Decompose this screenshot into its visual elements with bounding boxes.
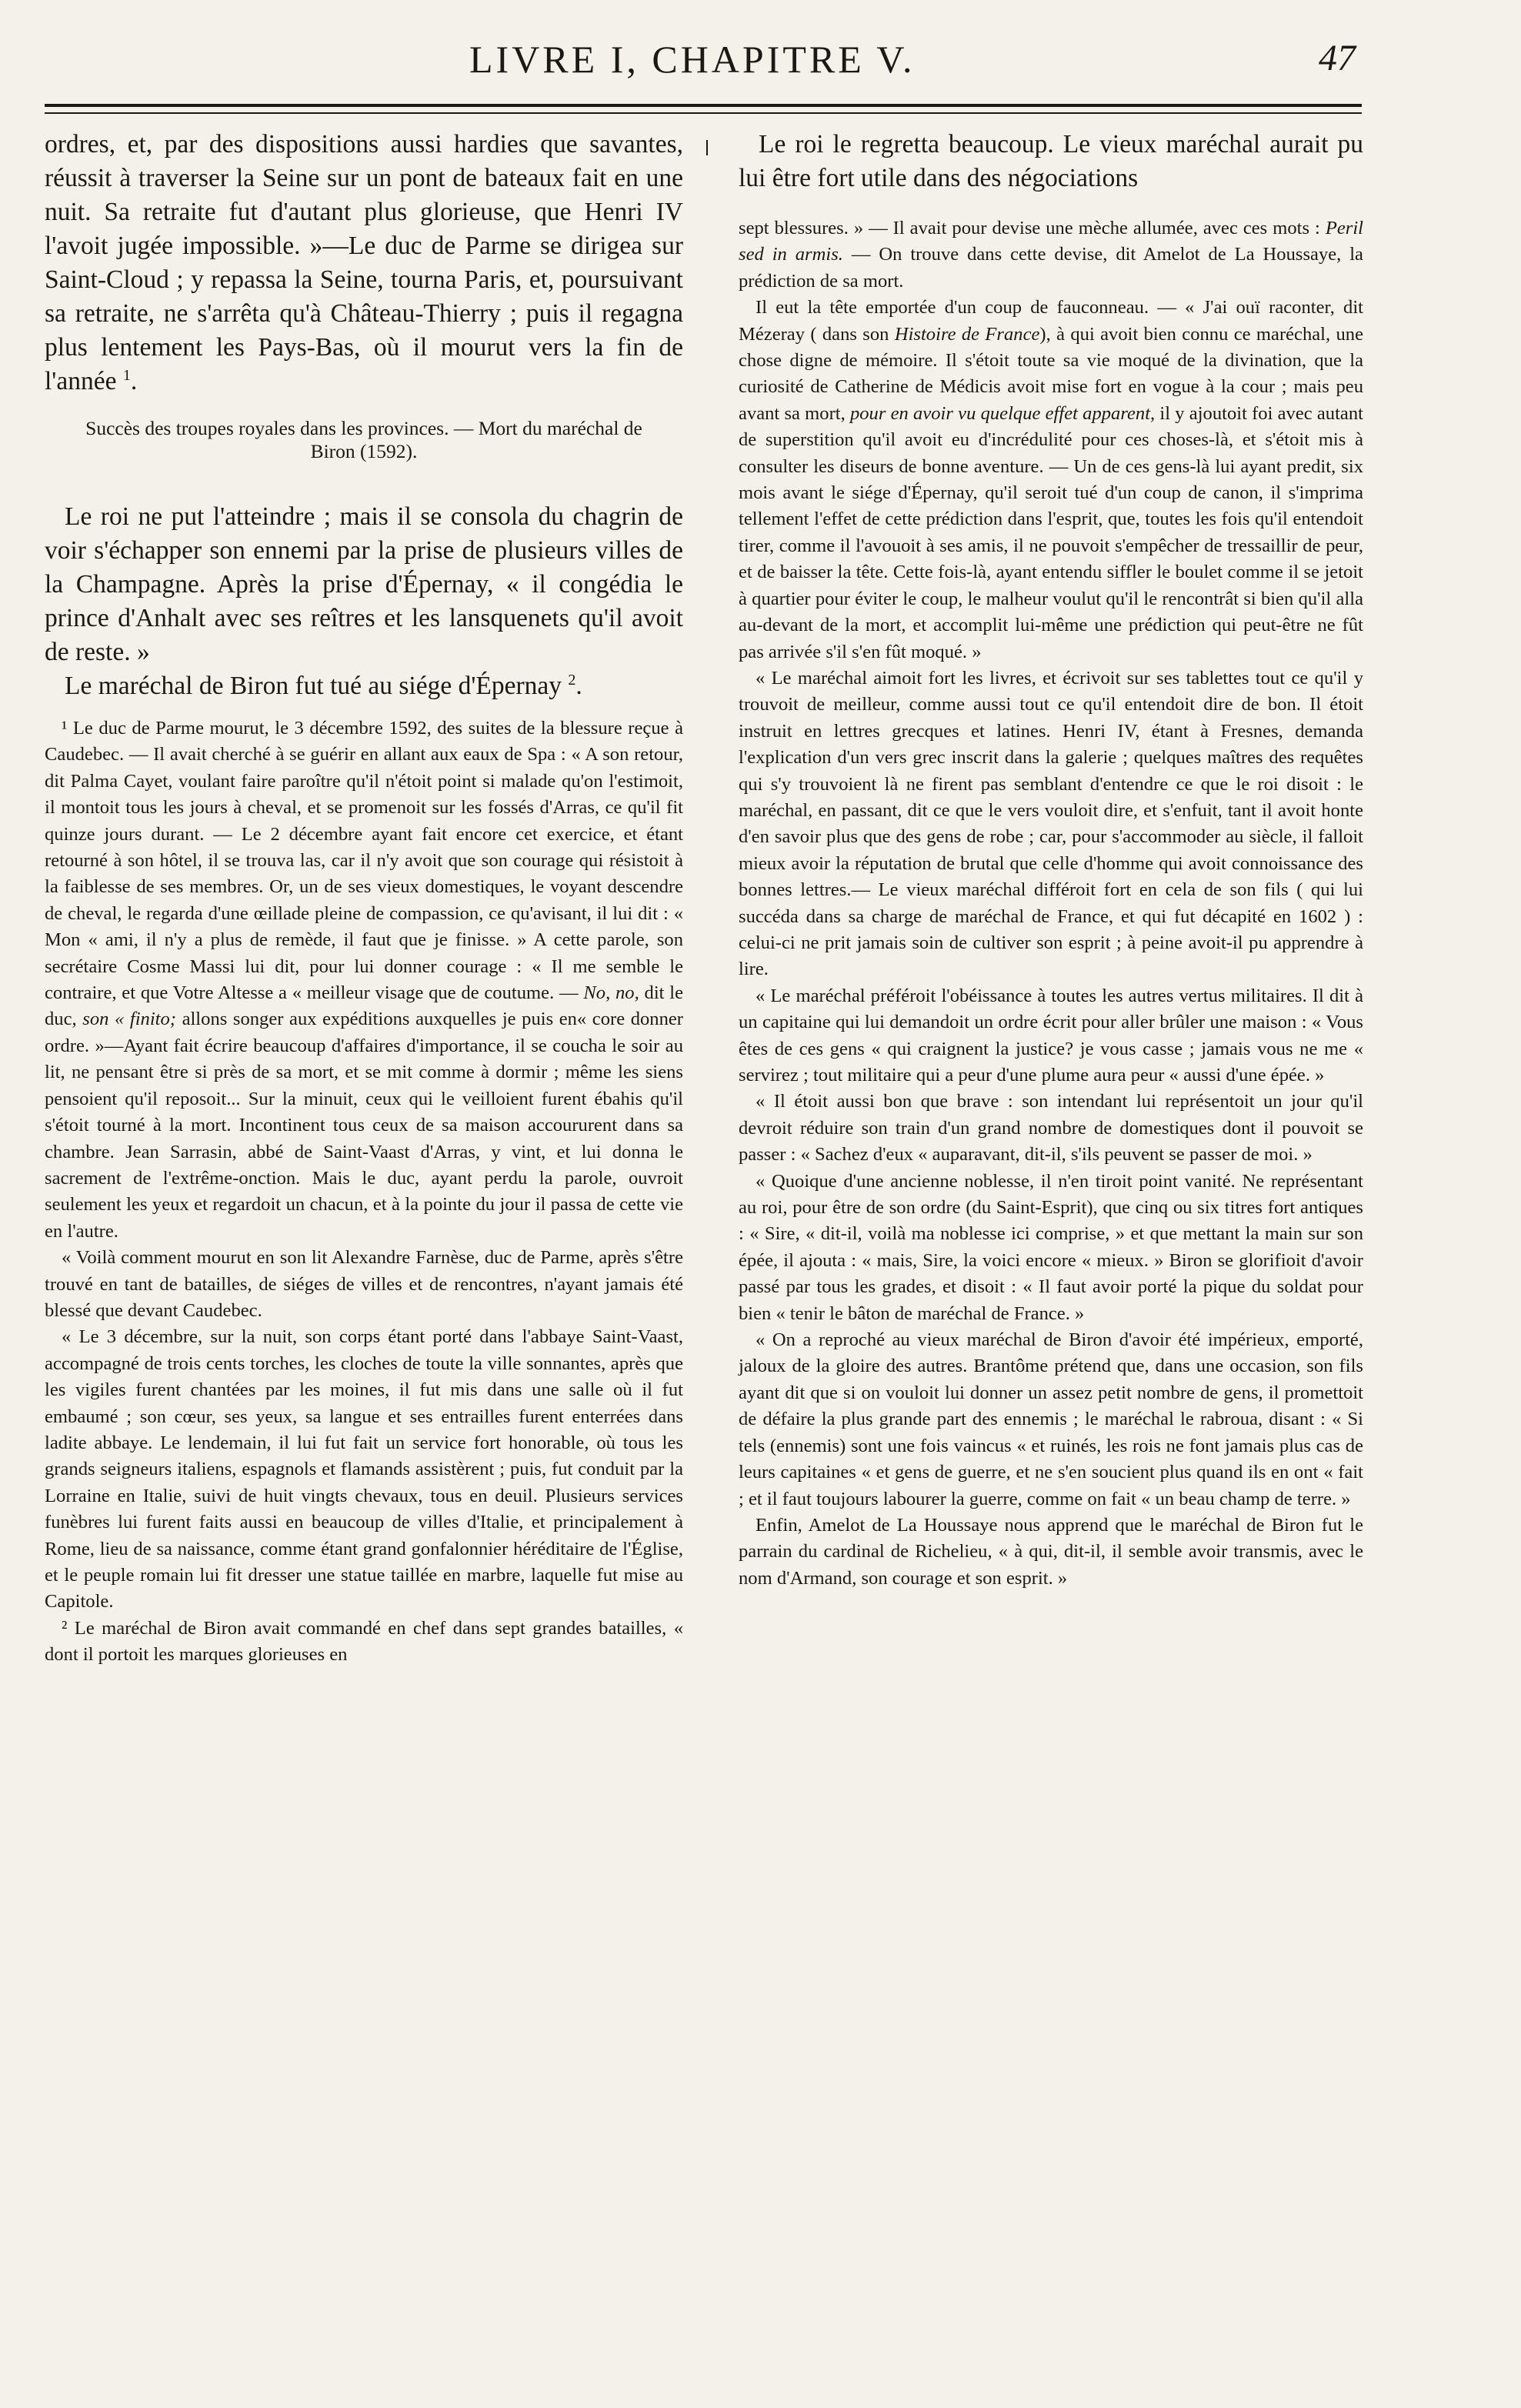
footnote-paragraph: « On a reproché au vieux maréchal de Biron d'avoir été impérieux, emporté, jaloux de la gloire des autres. Brantôme prétend que, dans une occasion, son fils ayant dit que si on vouloit lui donner un assez petit nombre de gens, il promettoit de défaire la plus grande part des ennemis ; le maréchal le rabroua, disant : « Si tels (ennemis) sont une fois vaincus « et ruinés, les rois ne font jamais plus cas de leurs capitaines « et gens de guerre, et ne s'en soucient plus quand ils en ont « fait ; et il faut toujours labourer la guerre, comme on fait « un beau champ de terre. » xyxy=(739,1329,1363,1509)
column-separator-mark xyxy=(706,140,708,155)
page-header xyxy=(0,37,1521,98)
footnote-1: ¹ Le duc de Parme mourut, le 3 décembre 1592, des suites de la blessure reçue à Caudebec. — Il avait cherché à se guérir en allant aux eaux de Spa : « A son retour, dit Palma Cayet, voulant faire paroître qu'il n'étoit point si malade qu'on l'estimoit, il montoit tous les jours à cheval, et se promenoit sur les fossés d'Arras, ce qu'il fit quinze jours durant. — Le 2 décembre ayant fait encore cet exercice, et étant retourné à son hôtel, il se trouva las, car il n'y avoit que son courage qui résistoit à la faiblesse de ses membres. Or, un de ses vieux domestiques, le voyant descendre de cheval, le regarda d'une œillade pleine de compassion, ce qu'avisant, il lui dit : « Mon « ami, il n'y a plus de remède, il faut que je finisse. » A cette parole, son secrétaire Cosme Massi lui dit, pour lui donner courage : « Il me semble le contraire, et que Votre Altesse a « meilleur visage que de coutume. — No, no, dit le duc, son « finito; allons songer aux expéditions auxquelles je puis en« core donner ordre. »—Ayant fait écrire beaucoup d'affaires d'importance, il se coucha le soir au lit, ne pensant être si près de sa mort, et se mit comme à dormir ; même les siens pensoient qu'il reposoit... Sur la minuit, ceux qui le veilloient furent ébahis qu'il s'étoit tourné à la mort. Incontinent tous ceux de sa maison accoururent dans sa chambre. Jean Sarrasin, abbé de Saint-Vaast d'Arras, y vint, et lui donna le sacrement de l'extrême-onction. Mais le duc, ayant perdu la parole, ouvroit seulement les yeux et regardoit un chacun, et à la pointe du jour il passa de cette vie en l'autre. xyxy=(45,718,684,1242)
running-title: LIVRE I, CHAPITRE V. xyxy=(469,38,916,81)
body-paragraph: Le maréchal de Biron fut tué au siége d'Épernay $^2$. xyxy=(65,671,582,700)
footnote-paragraph: « Il étoit aussi bon que brave : son intendant lui représentoit un jour qu'il devroit réduire son train d'un grand nombre de domestiques dont il pouvoit se passer : « Sachez d'eux « auparavant, dit-il, s'ils peuvent se passer de moi. » xyxy=(739,1091,1363,1166)
footnote-2: ² Le maréchal de Biron avait commandé en chef dans sept grandes batailles, « dont il portoit les marques glorieuses en xyxy=(45,1617,683,1666)
right-column xyxy=(739,128,1363,1592)
footnote-paragraph: « Le maréchal préféroit l'obéissance à toutes les autres vertus militaires. Il dit à un capitaine qui lui demandoit un ordre écrit pour aller brûler une maison : « Vous êtes de ces gens « qui craignent la justice? je vous casse ; jamais vous ne me « servirez ; tout militaire qui a peur d'une plume aura peur « aussi d'une épée. » xyxy=(739,985,1363,1086)
footnote-paragraph: Il eut la tête emportée d'un coup de fauconneau. — « J'ai ouï raconter, dit Mézeray ( dans son Histoire de France), à qui avoit bien connu ce maréchal, une chose digne de mémoire. Il s'étoit toute sa vie moqué de la divination, que la curiosité de Catherine de Médicis avoit mise fort en vogue à la cour ; mais peu avant sa mort, pour en avoir vu quelque effet apparent, il y ajoutoit foi avec autant de superstition qu'il avoit eu d'incrédulité pour ces choses-là, et s'étoit mis à consulter les diseurs de bonne aventure. — Un de ces gens-là lui ayant predit, six mois avant le siége d'Épernay, qu'il seroit tué d'un coup de canon, il s'imprima tellement l'effet de cette prédiction dans l'esprit, que, toutes les fois qu'il entendoit tirer, comme il l'avouoit à ses amis, il ne pouvoit s'empêcher de tressaillir de peur, et de baisser la tête. Cette fois-là, ayant entendu siffler le boulet comme il se jetoit à quartier pour éviter le coup, le malheur voulut qu'il le rencontrât si bien qu'il alla au-devant de la mort, et accomplit lui-même une prédiction qui peut-être ne fût pas arrivée s'il s'en fût moqué. » xyxy=(739,297,1364,662)
footnote-ref: 2 xyxy=(568,671,576,689)
footnote-paragraph: « Quoique d'une ancienne noblesse, il n'en tiroit point vanité. Ne représentant au roi, pour être de son ordre (du Saint-Esprit), que cinq ou six titres fort antiques : « Sire, « dit-il, voilà ma noblesse ici comprise, » et que mettant la main sur son épée, il ajouta : « mais, Sire, la voici encore « mieux. » Biron se glorifioit d'avoir passé par tous les grades, et disoit : « Il faut avoir porté la pique du soldat pour bien « tenir le bâton de maréchal de France. » xyxy=(739,1170,1363,1324)
body-paragraph: Le roi le regretta beaucoup. Le vieux maréchal aurait pu lui être fort utile dans des négociations xyxy=(739,130,1363,192)
page-number: 47 xyxy=(1319,38,1356,78)
header-rule-thick xyxy=(45,104,1362,107)
footnote-paragraph: « Le maréchal aimoit fort les livres, et écrivoit sur ses tablettes tout ce qu'il y trouvoit de meilleur, comme aussi tout ce qu'il entendoit dire de bon. Il étoit instruit en lettres grecques et latines. Henri IV, étant à Fresnes, demanda l'explication d'un vers grec inscrit dans la galerie ; quelques maîtres des requêtes qui s'y trouvoient là ne firent pas semblant d'entendre ce que le roi disoit : le maréchal, en passant, dit ce que le vers vouloit dire, et s'enfuit, tant il avoit honte d'en savoir plus que des gens de robe ; car, pour s'accommoder au siècle, il falloit mieux avoir la réputation de brutal que celle d'homme qui avoit connoissance des bonnes lettres.— Le vieux maréchal différoit fort en cela de son fils ( qui lui succéda dans sa charge de maréchal de France, et qui fut décapité en 1602 ) : celui-ci ne prit jamais soin de cultiver son esprit ; à peine avoit-il pu apprendre à lire. xyxy=(739,667,1363,980)
footnote-paragraph: « Voilà comment mourut en son lit Alexandre Farnèse, duc de Parme, après s'être trouvé en tant de batailles, de siéges de villes et de rencontres, n'ayant jamais été blessé que devant Caudebec. xyxy=(45,1247,683,1321)
body-paragraph: Le roi ne put l'atteindre ; mais il se consola du chagrin de voir s'échapper son ennemi par la prise de plusieurs villes de la Champagne. Après la prise d'Épernay, « il congédia le prince d'Anhalt avec ses reîtres et les lansquenets qu'il avoit de reste. » xyxy=(45,502,683,666)
body-paragraph: ordres, et, par des dispositions aussi hardies que savantes, réussit à traverser la Seine sur un pont de bateaux fait en une nuit. Sa retraite fut d'autant plus glorieuse, que Henri IV l'avoit jugée impossible. »—Le duc de Parme se dirigea sur Saint-Cloud ; y repassa la Seine, tourna Paris, et, poursuivant sa retraite, ne s'arrêta qu'à Château-Thierry ; puis il regagna plus lentement les Pays-Bas, où il mourut vers la fin de l'année $^1$. xyxy=(45,130,683,395)
footnote-paragraph: sept blessures. » — Il avait pour devise une mèche allumée, avec ces mots : Peril sed in armis. — On trouve dans cette devise, dit Amelot de La Houssaye, la prédiction de sa mort. xyxy=(739,218,1363,292)
footnote-paragraph: Enfin, Amelot de La Houssaye nous apprend que le maréchal de Biron fut le parrain du cardinal de Richelieu, « à qui, dit-il, il semble avoir transmis, avec le nom d'Armand, son courage et son esprit. » xyxy=(739,1514,1363,1589)
section-subheading: Succès des troupes royales dans les provinces. — Mort du maréchal de Biron (1592). xyxy=(85,417,642,462)
header-rule-thin xyxy=(45,112,1362,114)
left-column xyxy=(45,128,683,1669)
footnote-ref: 1 xyxy=(122,366,131,384)
footnote-paragraph: « Le 3 décembre, sur la nuit, son corps étant porté dans l'abbaye Saint-Vaast, accompagné de trois cents torches, les cloches de toute la ville sonnantes, après que les vigiles furent chantées par les moines, il fut mis dans une salle où il fut embaumé ; son cœur, ses yeux, sa langue et ses entrailles furent enterrées dans ladite abbaye. Le lendemain, il lui fut fait un service fort honorable, où tous les grands seigneurs italiens, espagnols et flamands assistèrent ; puis, fut conduit par la Lorraine en Italie, suivi de huit vingts chevaux, tous en deuil. Plusieurs services funèbres lui furent faits aussi en beaucoup de villes d'Italie, et principalement à Rome, lieu de sa naissance, comme étant grand gonfalonnier héréditaire de l'Église, et le peuple romain lui fit dresser une statue taillée en marbre, laquelle fut mise au Capitole. xyxy=(45,1326,683,1613)
